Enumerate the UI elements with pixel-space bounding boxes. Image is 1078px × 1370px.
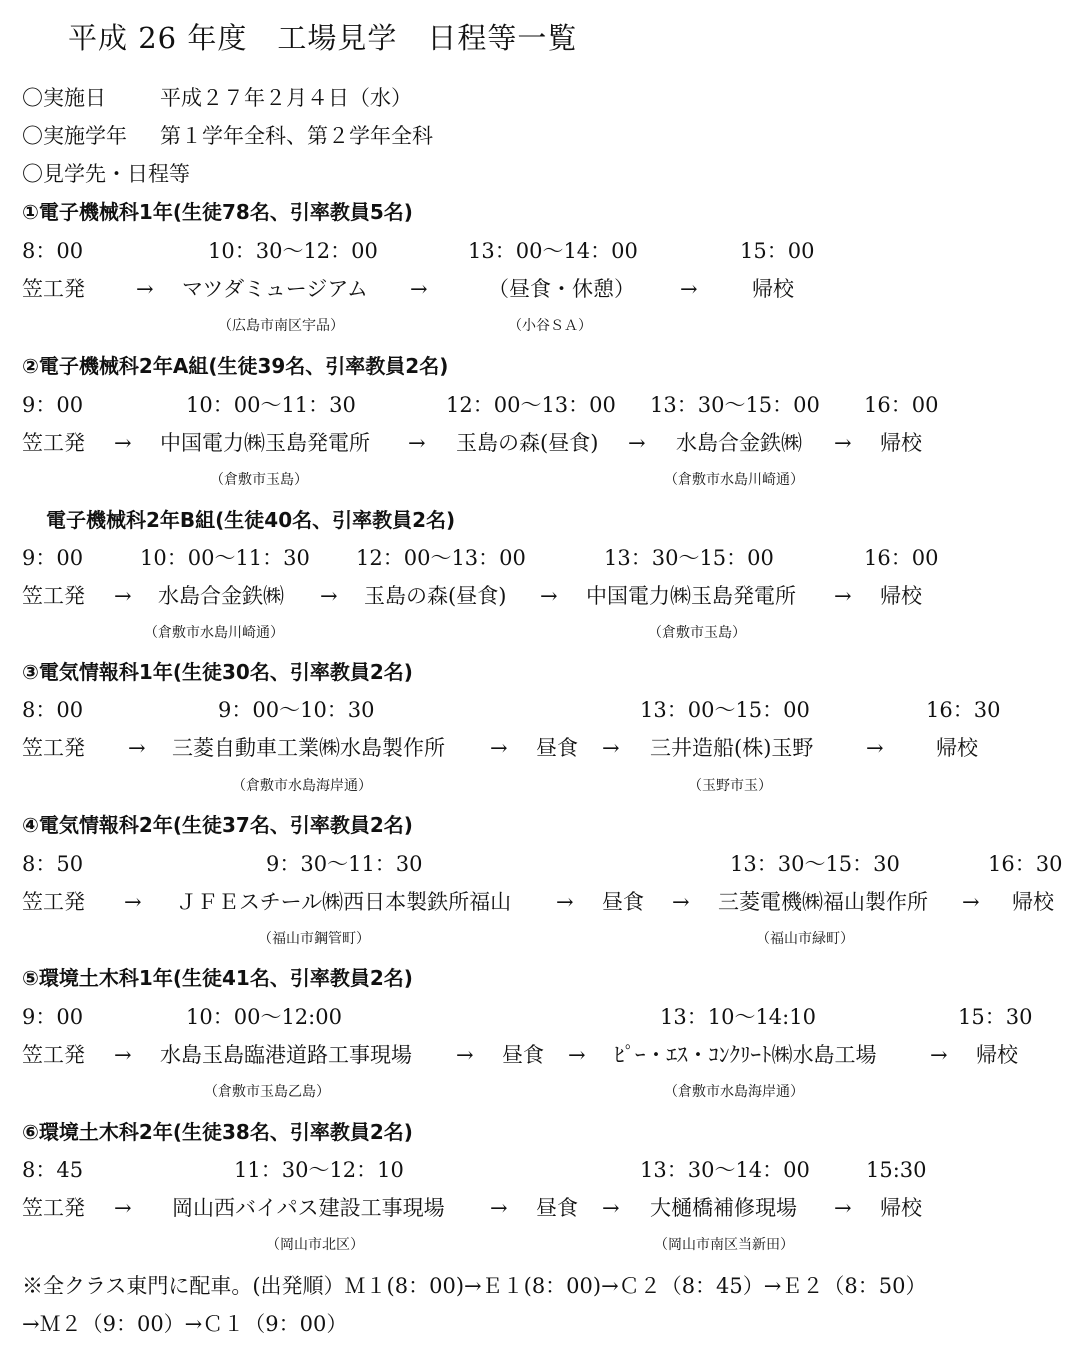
info-grade	[22, 124, 433, 148]
time: 13：30～15：00	[650, 393, 820, 417]
time: 13：10～14:10	[660, 1005, 816, 1029]
route-item: 帰校	[880, 1196, 922, 1220]
info-label: 〇見学先・日程等	[22, 162, 190, 186]
time: 13：00～15：00	[640, 698, 810, 722]
route-item: 昼食	[536, 736, 578, 760]
route-item: 笠工発	[22, 736, 85, 760]
arrow: →	[320, 584, 338, 608]
route-item: 中国電力㈱玉島発電所	[586, 584, 796, 608]
arrow: →	[410, 277, 428, 301]
route-item: 三菱電機㈱福山製作所	[718, 890, 928, 914]
route-item: 帰校	[936, 736, 978, 760]
location: （岡山市南区当新田）	[654, 1237, 794, 1253]
group-heading: ④電気情報科2年(生徒37名、引率教員2名)	[22, 813, 413, 837]
time: 15:30	[866, 1158, 927, 1182]
arrow: →	[930, 1043, 948, 1067]
group-heading: ⑤環境土木科1年(生徒41名、引率教員2名)	[22, 966, 413, 990]
route-item: 笠工発	[22, 584, 85, 608]
group-heading: ②電子機械科2年A組(生徒39名、引率教員2名)	[22, 354, 449, 378]
group-heading: ③電気情報科1年(生徒30名、引率教員2名)	[22, 660, 413, 684]
info-destinations	[22, 164, 190, 185]
route-item: 帰校	[880, 431, 922, 455]
time: 8：00	[22, 239, 84, 263]
time: 13：30～14：00	[640, 1158, 810, 1182]
note-line: ※全クラス東門に配車。(出発順）Ｍ１(8：00)→Ｅ１(8：00)→Ｃ２（8：45）→Ｅ２（8：50）	[22, 1274, 927, 1298]
time: 12：00～13：00	[446, 393, 616, 417]
info-value: 第１学年全科、第２学年全科	[160, 124, 433, 148]
route-item: 昼食	[536, 1196, 578, 1220]
group-heading: 電子機械科2年B組(生徒40名、引率教員2名)	[46, 508, 456, 532]
arrow: →	[114, 1196, 132, 1220]
time: 11：30～12：10	[234, 1158, 404, 1182]
route-item: 笠工発	[22, 890, 85, 914]
info-label: 〇実施日	[22, 86, 106, 110]
route-item: （昼食・休憩）	[488, 277, 635, 301]
info-value: 平成２７年２月４日（水）	[160, 86, 412, 110]
arrow: →	[114, 584, 132, 608]
arrow: →	[556, 890, 574, 914]
location: （福山市緑町）	[756, 931, 854, 947]
page-title: 平成 26 年度 工場見学 日程等一覧	[68, 21, 578, 55]
route-item: 帰校	[752, 277, 794, 301]
arrow: →	[866, 736, 884, 760]
location: （玉野市玉）	[688, 778, 772, 794]
info-label: 〇実施学年	[22, 124, 127, 148]
time: 13：30～15：00	[604, 546, 774, 570]
time: 9：00～10：30	[218, 698, 375, 722]
location: （倉敷市水島川崎通）	[664, 472, 804, 488]
location: （倉敷市水島海岸通）	[664, 1084, 804, 1100]
time: 8：50	[22, 852, 84, 876]
route-item: 昼食	[502, 1043, 544, 1067]
time: 9：00	[22, 393, 84, 417]
time: 8：45	[22, 1158, 84, 1182]
location: （倉敷市玉島乙島）	[204, 1084, 330, 1100]
time: 9：00	[22, 546, 84, 570]
route-item: 水島玉島臨港道路工事現場	[160, 1043, 412, 1067]
route-item: マツダミュージアム	[182, 277, 368, 301]
location: （倉敷市水島川崎通）	[144, 625, 284, 641]
route-item: 大樋橋補修現場	[650, 1196, 797, 1220]
time: 10：00～11：30	[186, 393, 356, 417]
route-item: 笠工発	[22, 1196, 85, 1220]
location: （広島市南区宇品）	[218, 318, 344, 334]
time: 16：30	[926, 698, 1001, 722]
route-item: ＪＦＥスチール㈱西日本製鉄所福山	[176, 890, 512, 914]
location: （倉敷市玉島）	[648, 625, 746, 641]
route-item: 岡山西バイパス建設工事現場	[172, 1196, 445, 1220]
arrow: →	[568, 1043, 586, 1067]
time: 10：00～12:00	[186, 1005, 342, 1029]
arrow: →	[136, 277, 154, 301]
location: （小谷ＳＡ）	[508, 318, 592, 334]
arrow: →	[128, 736, 146, 760]
location: （倉敷市水島海岸通）	[232, 778, 372, 794]
info-date	[22, 86, 412, 110]
arrow: →	[490, 1196, 508, 1220]
time: 10：00～11：30	[140, 546, 310, 570]
route-item: ﾋﾟｰ・ｴｽ・ｺﾝｸﾘｰﾄ㈱水島工場	[614, 1043, 877, 1067]
arrow: →	[114, 431, 132, 455]
group-heading: ①電子機械科1年(生徒78名、引率教員5名)	[22, 200, 413, 224]
time: 9：00	[22, 1005, 84, 1029]
route-item: 帰校	[976, 1043, 1018, 1067]
time: 15：30	[958, 1005, 1033, 1029]
location: （倉敷市玉島）	[210, 472, 308, 488]
arrow: →	[834, 584, 852, 608]
arrow: →	[408, 431, 426, 455]
arrow: →	[540, 584, 558, 608]
group-heading: ⑥環境土木科2年(生徒38名、引率教員2名)	[22, 1120, 413, 1144]
arrow: →	[456, 1043, 474, 1067]
route-item: 玉島の森(昼食)	[456, 431, 599, 455]
arrow: →	[114, 1043, 132, 1067]
route-item: 昼食	[602, 890, 644, 914]
route-item: 帰校	[880, 584, 922, 608]
time: 16：00	[864, 393, 939, 417]
time: 15：00	[740, 239, 815, 263]
route-item: 帰校	[1012, 890, 1054, 914]
route-item: 中国電力㈱玉島発電所	[160, 431, 370, 455]
route-item: 水島合金鉄㈱	[158, 584, 284, 608]
time: 13：30～15：30	[730, 852, 900, 876]
route-item: 水島合金鉄㈱	[676, 431, 802, 455]
time: 8：00	[22, 698, 84, 722]
arrow: →	[680, 277, 698, 301]
time: 12：00～13：00	[356, 546, 526, 570]
location: （岡山市北区）	[266, 1237, 364, 1253]
time: 9：30～11：30	[266, 852, 423, 876]
arrow: →	[124, 890, 142, 914]
note-line: →Ｍ２（9：00）→Ｃ１（9：00）	[22, 1312, 348, 1336]
arrow: →	[628, 431, 646, 455]
arrow: →	[962, 890, 980, 914]
arrow: →	[602, 1196, 620, 1220]
route-item: 笠工発	[22, 431, 85, 455]
time: 10：30～12：00	[208, 239, 378, 263]
route-item: 三菱自動車工業㈱水島製作所	[172, 736, 445, 760]
route-item: 笠工発	[22, 1043, 85, 1067]
arrow: →	[834, 431, 852, 455]
arrow: →	[834, 1196, 852, 1220]
arrow: →	[602, 736, 620, 760]
arrow: →	[672, 890, 690, 914]
route-item: 玉島の森(昼食)	[364, 584, 507, 608]
time: 16：00	[864, 546, 939, 570]
time: 16：30	[988, 852, 1063, 876]
time: 13：00～14：00	[468, 239, 638, 263]
location: （福山市鋼管町）	[258, 931, 370, 947]
route-item: 三井造船(株)玉野	[650, 736, 814, 760]
arrow: →	[490, 736, 508, 760]
route-item: 笠工発	[22, 277, 85, 301]
